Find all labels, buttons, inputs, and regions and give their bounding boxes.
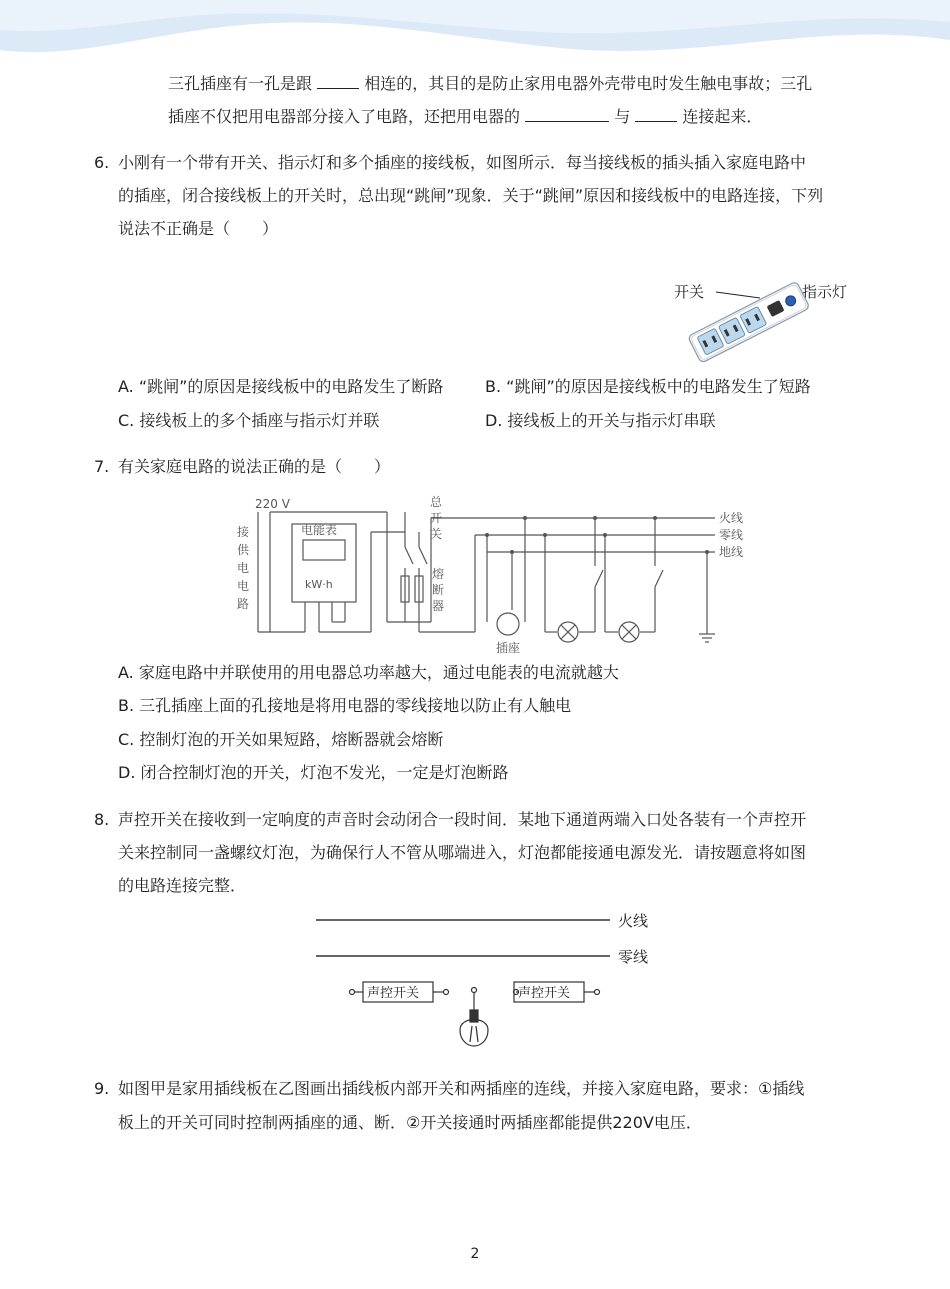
svg-text:电: 电 [237,579,250,593]
answer-blank-3[interactable] [635,105,677,122]
socket-label: 插座 [496,641,521,655]
live-wire-label: 火线 [618,912,649,930]
sound-switch-left-label: 声控开关 [367,986,420,1001]
svg-text:供: 供 [237,543,250,557]
q8-text-line1: 声控开关在接收到一定响度的声音时会动闭合一段时间．某地下通道两端入口处各装有一个声控开 [118,810,807,829]
meter-unit-label: kW·h [305,578,333,591]
switch-label: 开关 [674,283,705,301]
q8-text-line2: 关来控制同一盏螺纹灯泡，为确保行人不管从哪端进入，灯泡都能接通电源发光．请按题意将如图 [118,843,807,862]
indicator-label: 指示灯 [802,283,848,301]
socket-symbol [497,613,519,635]
q6-text-line3: 说法不正确是（ ） [118,219,279,238]
svg-text:总: 总 [430,495,443,509]
meter-label: 电能表 [301,523,338,537]
power-strip-figure [668,264,868,364]
q6-option-a[interactable]: A. “跳闸”的原因是接线板中的电路发生了断路 [118,377,444,396]
svg-text:开: 开 [430,511,443,525]
q8-text-line3: 的电路连接完整． [118,876,247,895]
neutral-wire-label: 零线 [719,528,744,542]
q9-number: 9. [94,1079,110,1098]
q9-text-line1: 如图甲是家用插线板在乙图画出插线板内部开关和两插座的连线，并接入家庭电路，要求：①插线 [118,1079,805,1098]
q7-number: 7. [94,457,110,476]
neutral-wire-label: 零线 [618,948,649,966]
voltage-label: 220 V [255,497,290,511]
q7-option-d[interactable]: D. 闭合控制灯泡的开关，灯泡不发光，一定是灯泡断路 [118,763,509,782]
q6-text-line2: 的插座，闭合接线板上的开关时，总出现“跳闸”现象．关于“跳闸”原因和接线板中的电路连接，下列 [118,186,824,205]
q7-option-b[interactable]: B. 三孔插座上面的孔接地是将用电器的零线接地以防止有人触电 [118,696,572,715]
q6-number: 6. [94,153,110,172]
q7-option-a[interactable]: A. 家庭电路中并联使用的用电器总功率越大，通过电能表的电流就越大 [118,663,619,682]
svg-text:器: 器 [432,599,445,613]
light-bulb [460,1020,488,1047]
q6-option-d[interactable]: D. 接线板上的开关与指示灯串联 [485,411,716,430]
svg-text:断: 断 [432,583,445,597]
q5-line1: 三孔插座有一孔是跟 相连的，其目的是防止家用电器外壳带电时发生触电事故；三孔 [168,74,813,93]
svg-text:路: 路 [237,597,250,611]
answer-blank-2[interactable] [525,105,609,122]
household-circuit-figure [225,492,760,660]
q6-text-line1: 小刚有一个带有开关、指示灯和多个插座的接线板，如图所示．每当接线板的插头插入家庭电路中 [118,153,807,172]
sound-switch-circuit-figure [310,906,660,1056]
q6-option-b[interactable]: B. “跳闸”的原因是接线板中的电路发生了短路 [485,377,811,396]
q7-text: 有关家庭电路的说法正确的是（ ） [118,457,391,476]
live-wire-label: 火线 [719,511,744,525]
q8-number: 8. [94,810,110,829]
q7-option-c[interactable]: C. 控制灯泡的开关如果短路，熔断器就会熔断 [118,730,444,749]
header-wave-decoration [0,0,950,70]
ground-wire-label: 地线 [719,545,744,559]
answer-blank-1[interactable] [317,72,359,89]
sound-switch-right-label: 声控开关 [518,986,571,1001]
svg-text:关: 关 [430,527,443,541]
svg-text:接: 接 [237,525,250,539]
q6-option-c[interactable]: C. 接线板上的多个插座与指示灯并联 [118,411,380,430]
power-strip [688,281,810,363]
svg-text:熔: 熔 [432,567,445,581]
svg-text:电: 电 [237,561,250,575]
q5-line2: 插座不仅把用电器部分接入了电路，还把用电器的 与 连接起来． [168,107,763,126]
page-number: 2 [470,1246,480,1262]
q9-text-line2: 板上的开关可同时控制两插座的通、断．②开关接通时两插座都能提供220V电压． [118,1113,702,1132]
